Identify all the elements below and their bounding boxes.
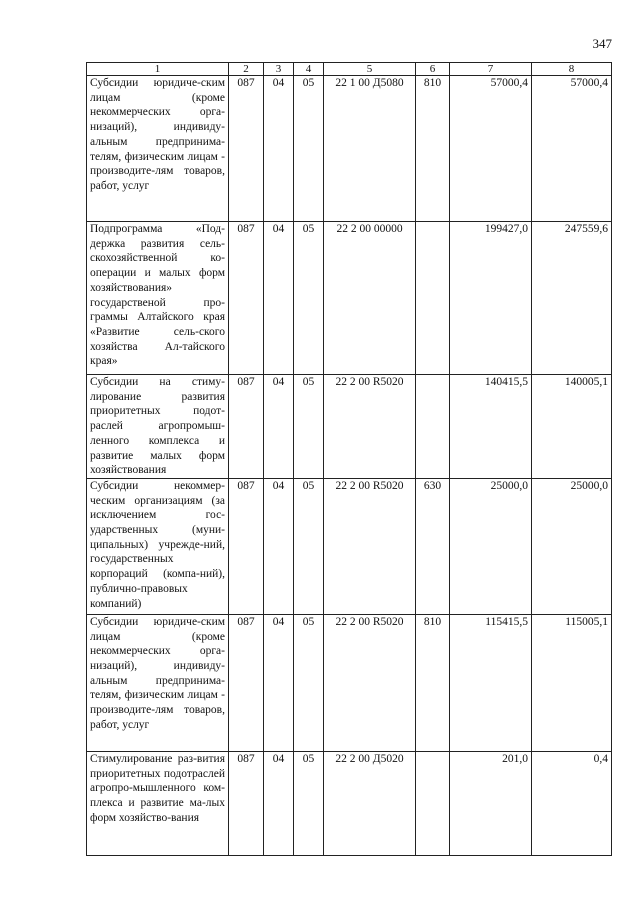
cell-ministry: 087 <box>229 478 264 614</box>
page-number: 347 <box>592 36 612 51</box>
cell-ministry: 087 <box>229 375 264 479</box>
cell-section: 04 <box>264 375 294 479</box>
header-cell-2: 2 <box>229 63 264 76</box>
cell-target-article: 22 2 00 R5020 <box>324 375 416 479</box>
cell-amount-2: 247559,6 <box>532 222 612 375</box>
cell-section: 04 <box>264 76 294 222</box>
cell-target-article: 22 2 00 Д5020 <box>324 751 416 855</box>
cell-ministry: 087 <box>229 751 264 855</box>
cell-section: 04 <box>264 222 294 375</box>
cell-subsection: 05 <box>294 751 324 855</box>
cell-expense-type: 810 <box>416 76 450 222</box>
table-row <box>87 614 612 751</box>
cell-target-article: 22 2 00 00000 <box>324 222 416 375</box>
row-name: Стимулирование раз-вития приоритетных подотраслей агропро-мышленного ком-плекса и развитие ма-лых форм хозяйство-вания <box>87 751 229 855</box>
cell-expense-type <box>416 222 450 375</box>
header-cell-7: 7 <box>450 63 532 76</box>
cell-amount-2: 57000,4 <box>532 76 612 222</box>
cell-section: 04 <box>264 751 294 855</box>
header-cell-1: 1 <box>87 63 229 76</box>
table-row <box>87 76 612 222</box>
header-cell-3: 3 <box>264 63 294 76</box>
cell-amount-1: 115415,5 <box>450 614 532 751</box>
cell-amount-1: 201,0 <box>450 751 532 855</box>
header-cell-6: 6 <box>416 63 450 76</box>
cell-target-article: 22 2 00 R5020 <box>324 614 416 751</box>
cell-amount-2: 0,4 <box>532 751 612 855</box>
cell-amount-2: 25000,0 <box>532 478 612 614</box>
header-cell-8: 8 <box>532 63 612 76</box>
cell-expense-type <box>416 375 450 479</box>
cell-ministry: 087 <box>229 614 264 751</box>
table-row <box>87 375 612 479</box>
cell-amount-2: 140005,1 <box>532 375 612 479</box>
cell-target-article: 22 2 00 R5020 <box>324 478 416 614</box>
cell-ministry: 087 <box>229 222 264 375</box>
row-name: Субсидии на стиму-лирование развития приоритетных подот-раслей агропромыш-ленного комплекса и развитие малых форм хозяйствования <box>87 375 229 479</box>
cell-amount-1: 140415,5 <box>450 375 532 479</box>
cell-expense-type <box>416 751 450 855</box>
cell-subsection: 05 <box>294 375 324 479</box>
cell-amount-1: 25000,0 <box>450 478 532 614</box>
cell-section: 04 <box>264 614 294 751</box>
cell-expense-type: 630 <box>416 478 450 614</box>
table-row <box>87 478 612 614</box>
cell-ministry: 087 <box>229 76 264 222</box>
row-name: Подпрограмма «Под-держка развития сель-скохозяйственной ко-операции и малых форм хозяйствования» государственой про-граммы Алтайского края «Развитие сель-ского хозяйства Ал-тайского края» <box>87 222 229 375</box>
header-row <box>87 63 612 76</box>
budget-table <box>86 62 612 856</box>
cell-subsection: 05 <box>294 76 324 222</box>
cell-amount-1: 57000,4 <box>450 76 532 222</box>
cell-amount-2: 115005,1 <box>532 614 612 751</box>
row-name: Субсидии юридиче-ским лицам (кроме некоммерческих орга-низаций), индивиду-альным предпринима-телям, физическим лицам - производите-лям товаров, работ, услуг <box>87 76 229 222</box>
cell-amount-1: 199427,0 <box>450 222 532 375</box>
row-name: Субсидии некоммер-ческим организациям (за исключением гос-ударственных (муни-ципальных) учрежде-ний, государственных корпораций (компа-ний), публично-правовых компаний) <box>87 478 229 614</box>
header-cell-4: 4 <box>294 63 324 76</box>
row-name: Субсидии юридиче-ским лицам (кроме некоммерческих орга-низаций), индивиду-альным предпринима-телям, физическим лицам - производите-лям товаров, работ, услуг <box>87 614 229 751</box>
cell-expense-type: 810 <box>416 614 450 751</box>
table-row <box>87 751 612 855</box>
cell-subsection: 05 <box>294 222 324 375</box>
cell-subsection: 05 <box>294 614 324 751</box>
cell-subsection: 05 <box>294 478 324 614</box>
cell-section: 04 <box>264 478 294 614</box>
cell-target-article: 22 1 00 Д5080 <box>324 76 416 222</box>
header-cell-5: 5 <box>324 63 416 76</box>
table-row <box>87 222 612 375</box>
